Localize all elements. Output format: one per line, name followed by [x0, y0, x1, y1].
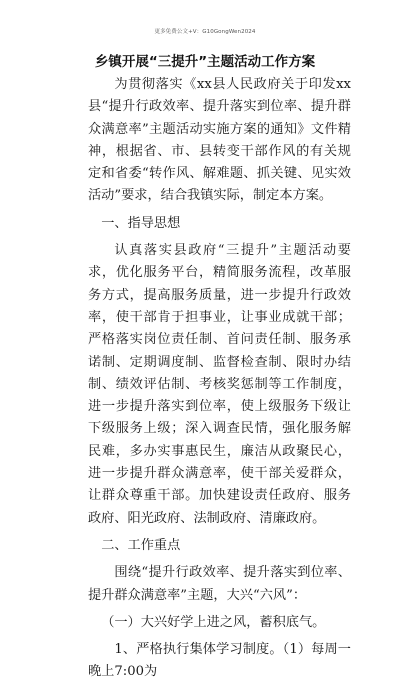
document-title: 乡镇开展“三提升”主题活动工作方案 — [94, 54, 316, 70]
header-watermark: 更多免费公文+V：G10GongWen2024 — [154, 29, 256, 35]
section-heading-guiding-ideology: 一、指导思想 — [101, 215, 181, 231]
section-body-work-focus: 围绕“提升行政效率、提升落实到位率、提升群众满意率”主题，大兴“六风”： — [88, 565, 351, 603]
section-body-guiding-ideology: 认真落实县政府“三提升”主题活动要求，优化服务平台，精简服务流程，改革服务方式，提高服务质量，进一步提升行政效率，使干部肯于担事业，让事业成就干部；严格落实岗位责任制、首问责任制、服务承诺制、定期调度制、监督检查制、限时办结制、绩效评估制、考核奖惩制等工作制度，进一步提升落实到位率，使上级服务下级让下级服务上级；深入调查民情，强化服务解民难，多办实事惠民生，廉洁从政聚民心，进一步提升群众满意率，使干部关爱群众，让群众尊重干部。加快建设责任政府、服务政府、阳光政府、法制政府、清廉政府。 — [88, 243, 351, 526]
intro-paragraph: 为贯彻落实《xx县人民政府关于印发xx县“提升行政效率、提升落实到位率、提升群众满意率”主题活动实施方案的通知》文件精神，根据省、市、县转变干部作风的有关规定和省委“转作风、解难题、抓关键、见实效活动”要求，结合我镇实际，制定本方案。 — [88, 77, 351, 204]
document-body — [88, 74, 351, 684]
subsection-heading-study: （一）大兴好学上进之风，蓄积底气。 — [101, 614, 326, 630]
list-item-study-system: 1、严格执行集体学习制度。（1）每周一晚上7:00为 — [88, 642, 351, 680]
section-heading-work-focus: 二、工作重点 — [101, 537, 181, 553]
